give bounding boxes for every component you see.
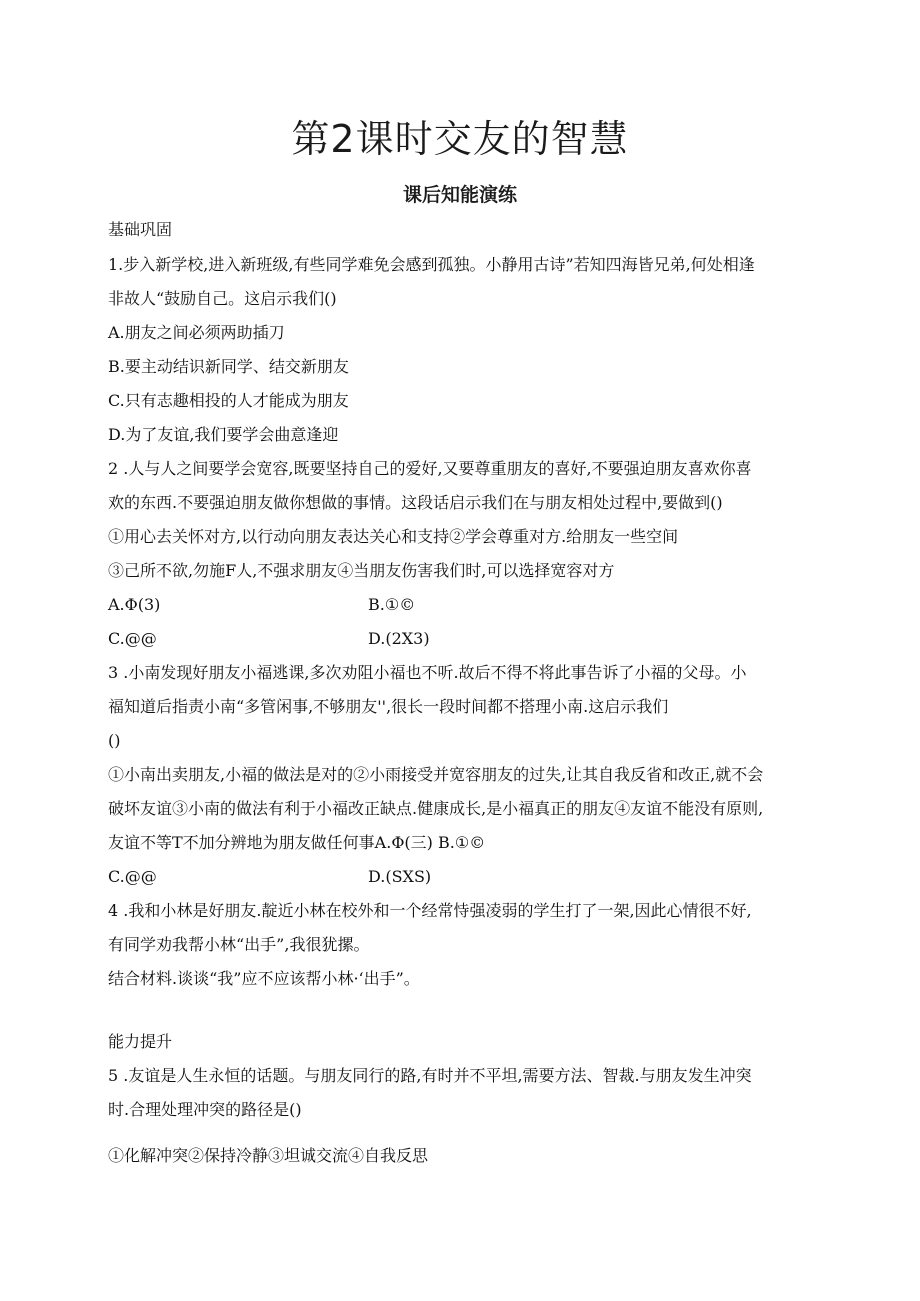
- option-d: D.(SXS): [368, 867, 432, 886]
- question-text: 有同学劝我帮小林“出手”,我很犹摞。: [108, 935, 370, 954]
- option-b: B.①©: [368, 595, 416, 614]
- statement-line: 友谊不等T不加分辨地为朋友做任何事A.Φ(三) B.①©: [108, 833, 486, 852]
- option-a: A.Φ(3): [108, 595, 161, 614]
- statement-line: 破坏友谊③小南的做法有利于小福改正缺点.健康成长,是小福真正的朋友④友谊不能没有原则,: [108, 799, 764, 818]
- question-text: 4 .我和小林是好朋友.靛近小林在校外和一个经常恃强凌弱的学生打了一架,因此心情很不好,: [108, 901, 752, 920]
- page-subtitle: 课后知能演练: [402, 184, 517, 206]
- statement-line: ①用心去关怀对方,以行动向朋友表达关心和支持②学会尊重对方.给朋友一些空间: [108, 527, 679, 546]
- statement-line: ①化解冲突②保持冷静③坦诚交流④自我反思: [108, 1146, 429, 1165]
- question-text: 3 .小南发现好朋友小福逃课,多次劝阻小福也不听.故后不得不将此事告诉了小福的父母。小: [108, 663, 747, 682]
- option-d: D.为了友谊,我们要学会曲意逢迎: [108, 425, 339, 444]
- statement-line: ①小南出卖朋友,小福的做法是对的②小雨接受并宽容朋友的过失,让其自我反省和改正,就不会: [108, 765, 764, 784]
- question-prompt: 结合材料.谈谈“我”应不应该帮小林·‘出手”。: [108, 969, 420, 988]
- option-b: B.要主动结识新同学、结交新朋友: [108, 357, 349, 376]
- option-c: C.@@: [108, 629, 157, 648]
- option-row: [108, 629, 430, 649]
- option-a: A.朋友之间必须两助插刀: [108, 323, 285, 342]
- option-row: [108, 867, 432, 887]
- option-d: D.(2X3): [368, 629, 430, 648]
- question-text: 2 .人与人之间要学会宽容,既要坚持自己的爱好,又要尊重朋友的喜好,不要强迫朋友喜欢你喜: [108, 459, 752, 478]
- question-text: 5 .友谊是人生永恒的话题。与朋友同行的路,有时并不平坦,需要方法、智裁.与朋友发生冲突: [108, 1066, 752, 1085]
- question-text: 福知道后指责小南“多管闲事,不够朋友'',很长一段时间都不搭理小南.这启示我们: [108, 697, 669, 716]
- option-c: C.只有志趣相投的人才能成为朋友: [108, 391, 349, 410]
- question-text: 1.步入新学校,进入新班级,有些同学难免会感到孤独。小静用古诗”若知四海皆兄弟,何处相逢: [108, 255, 755, 274]
- section-heading-advanced: 能力提升: [108, 1032, 173, 1051]
- answer-blank: (): [108, 731, 121, 750]
- option-row: [108, 595, 416, 615]
- option-c: C.@@: [108, 867, 157, 886]
- question-text: 非故人“鼓励自己。这启示我们(): [108, 289, 337, 308]
- question-text: 欢的东西.不要强迫朋友做你想做的事情。这段话启示我们在与朋友相处过程中,要做到(): [108, 493, 723, 512]
- statement-line: ③己所不欲,勿施F人,不强求朋友④当朋友伤害我们时,可以选择宽容对方: [108, 561, 615, 580]
- page-title: 第2课时交友的智慧: [291, 117, 629, 161]
- question-text: 时.合理处理冲突的路径是(): [108, 1100, 302, 1119]
- section-heading-basic: 基础巩固: [108, 220, 173, 239]
